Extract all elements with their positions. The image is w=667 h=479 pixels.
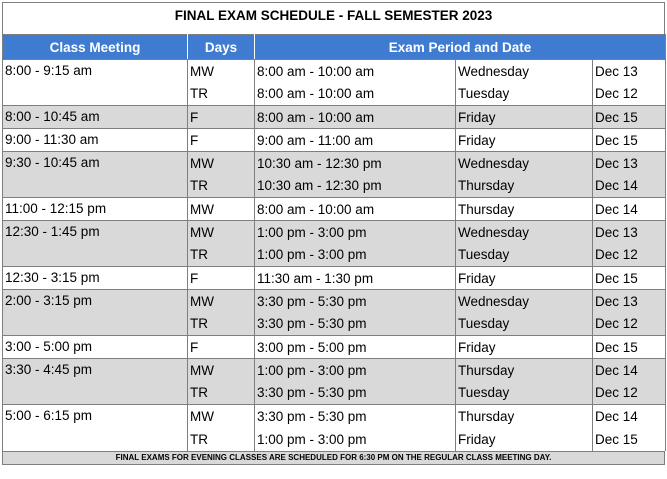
exam-time-cell: 10:30 am - 12:30 pm — [255, 175, 456, 198]
exam-date-cell: Dec 15 — [593, 336, 666, 359]
table-header — [3, 35, 666, 60]
exam-weekday-cell: Thursday — [456, 175, 593, 198]
exam-date-cell: Dec 15 — [593, 267, 666, 290]
exam-time-cell: 10:30 am - 12:30 pm — [255, 152, 456, 175]
exam-time-cell: 3:30 pm - 5:30 pm — [255, 313, 456, 336]
days-cell: TR — [188, 382, 255, 405]
exam-schedule-sheet — [2, 2, 665, 465]
exam-weekday-cell: Thursday — [456, 405, 593, 428]
days-cell: F — [188, 267, 255, 290]
days-cell: TR — [188, 83, 255, 106]
exam-weekday-cell: Tuesday — [456, 83, 593, 106]
exam-weekday-cell: Tuesday — [456, 313, 593, 336]
days-cell: F — [188, 106, 255, 129]
column-header-class-meeting: Class Meeting — [3, 35, 188, 60]
table-row — [3, 405, 666, 428]
exam-date-cell: Dec 15 — [593, 129, 666, 152]
exam-date-cell: Dec 14 — [593, 359, 666, 382]
page-title: FINAL EXAM SCHEDULE - FALL SEMESTER 2023 — [2, 2, 665, 34]
exam-weekday-cell: Thursday — [456, 198, 593, 221]
schedule-group — [3, 221, 666, 267]
exam-date-cell: Dec 13 — [593, 152, 666, 175]
exam-date-cell: Dec 15 — [593, 428, 666, 451]
days-cell: F — [188, 336, 255, 359]
days-cell: MW — [188, 359, 255, 382]
schedule-group — [3, 106, 666, 129]
days-cell: TR — [188, 244, 255, 267]
exam-time-cell: 1:00 pm - 3:00 pm — [255, 221, 456, 244]
table-row — [3, 221, 666, 244]
schedule-group — [3, 359, 666, 405]
class-meeting-cell: 11:00 - 12:15 pm — [3, 198, 188, 221]
class-meeting-cell: 12:30 - 3:15 pm — [3, 267, 188, 290]
exam-date-cell: Dec 12 — [593, 83, 666, 106]
exam-time-cell: 8:00 am - 10:00 am — [255, 83, 456, 106]
days-cell: F — [188, 129, 255, 152]
schedule-group — [3, 198, 666, 221]
schedule-group — [3, 129, 666, 152]
schedule-group — [3, 336, 666, 359]
exam-date-cell: Dec 12 — [593, 244, 666, 267]
table-row — [3, 129, 666, 152]
exam-date-cell: Dec 13 — [593, 60, 666, 83]
column-header-days: Days — [188, 35, 255, 60]
exam-time-cell: 3:30 pm - 5:30 pm — [255, 290, 456, 313]
days-cell: TR — [188, 175, 255, 198]
days-cell: TR — [188, 428, 255, 451]
footer-note: FINAL EXAMS FOR EVENING CLASSES ARE SCHEDULED FOR 6:30 PM ON THE REGULAR CLASS MEETING DAY. — [2, 451, 665, 465]
exam-weekday-cell: Friday — [456, 428, 593, 451]
schedule-table — [2, 34, 666, 451]
exam-time-cell: 3:30 pm - 5:30 pm — [255, 382, 456, 405]
exam-time-cell: 11:30 am - 1:30 pm — [255, 267, 456, 290]
column-header-exam-period: Exam Period and Date — [255, 35, 666, 60]
table-row — [3, 359, 666, 382]
exam-weekday-cell: Wednesday — [456, 221, 593, 244]
class-meeting-cell: 3:00 - 5:00 pm — [3, 336, 188, 359]
schedule-group — [3, 290, 666, 336]
exam-weekday-cell: Tuesday — [456, 244, 593, 267]
days-cell: MW — [188, 405, 255, 428]
class-meeting-cell: 9:00 - 11:30 am — [3, 129, 188, 152]
exam-date-cell: Dec 14 — [593, 175, 666, 198]
exam-weekday-cell: Wednesday — [456, 60, 593, 83]
exam-weekday-cell: Friday — [456, 129, 593, 152]
table-row — [3, 198, 666, 221]
table-row — [3, 152, 666, 175]
days-cell: MW — [188, 198, 255, 221]
exam-time-cell: 9:00 am - 11:00 am — [255, 129, 456, 152]
exam-time-cell: 1:00 pm - 3:00 pm — [255, 359, 456, 382]
exam-weekday-cell: Wednesday — [456, 290, 593, 313]
exam-weekday-cell: Wednesday — [456, 152, 593, 175]
exam-date-cell: Dec 12 — [593, 313, 666, 336]
exam-time-cell: 8:00 am - 10:00 am — [255, 106, 456, 129]
exam-time-cell: 3:00 pm - 5:00 pm — [255, 336, 456, 359]
class-meeting-cell: 5:00 - 6:15 pm — [3, 405, 188, 451]
days-cell: MW — [188, 221, 255, 244]
exam-date-cell: Dec 12 — [593, 382, 666, 405]
class-meeting-cell: 12:30 - 1:45 pm — [3, 221, 188, 267]
exam-time-cell: 8:00 am - 10:00 am — [255, 60, 456, 83]
days-cell: MW — [188, 60, 255, 83]
exam-time-cell: 3:30 pm - 5:30 pm — [255, 405, 456, 428]
exam-time-cell: 8:00 am - 10:00 am — [255, 198, 456, 221]
exam-weekday-cell: Tuesday — [456, 382, 593, 405]
exam-date-cell: Dec 14 — [593, 405, 666, 428]
exam-date-cell: Dec 13 — [593, 221, 666, 244]
days-cell: MW — [188, 290, 255, 313]
class-meeting-cell: 8:00 - 9:15 am — [3, 60, 188, 106]
exam-date-cell: Dec 14 — [593, 198, 666, 221]
table-row — [3, 60, 666, 83]
class-meeting-cell: 3:30 - 4:45 pm — [3, 359, 188, 405]
exam-time-cell: 1:00 pm - 3:00 pm — [255, 428, 456, 451]
exam-weekday-cell: Friday — [456, 106, 593, 129]
class-meeting-cell: 8:00 - 10:45 am — [3, 106, 188, 129]
table-row — [3, 267, 666, 290]
exam-weekday-cell: Friday — [456, 336, 593, 359]
class-meeting-cell: 2:00 - 3:15 pm — [3, 290, 188, 336]
table-row — [3, 106, 666, 129]
exam-date-cell: Dec 13 — [593, 290, 666, 313]
schedule-group — [3, 60, 666, 106]
exam-weekday-cell: Thursday — [456, 359, 593, 382]
exam-date-cell: Dec 15 — [593, 106, 666, 129]
days-cell: TR — [188, 313, 255, 336]
schedule-group — [3, 267, 666, 290]
header-row — [3, 35, 666, 60]
schedule-group — [3, 405, 666, 451]
table-row — [3, 336, 666, 359]
class-meeting-cell: 9:30 - 10:45 am — [3, 152, 188, 198]
days-cell: MW — [188, 152, 255, 175]
table-row — [3, 290, 666, 313]
exam-weekday-cell: Friday — [456, 267, 593, 290]
schedule-group — [3, 152, 666, 198]
exam-time-cell: 1:00 pm - 3:00 pm — [255, 244, 456, 267]
